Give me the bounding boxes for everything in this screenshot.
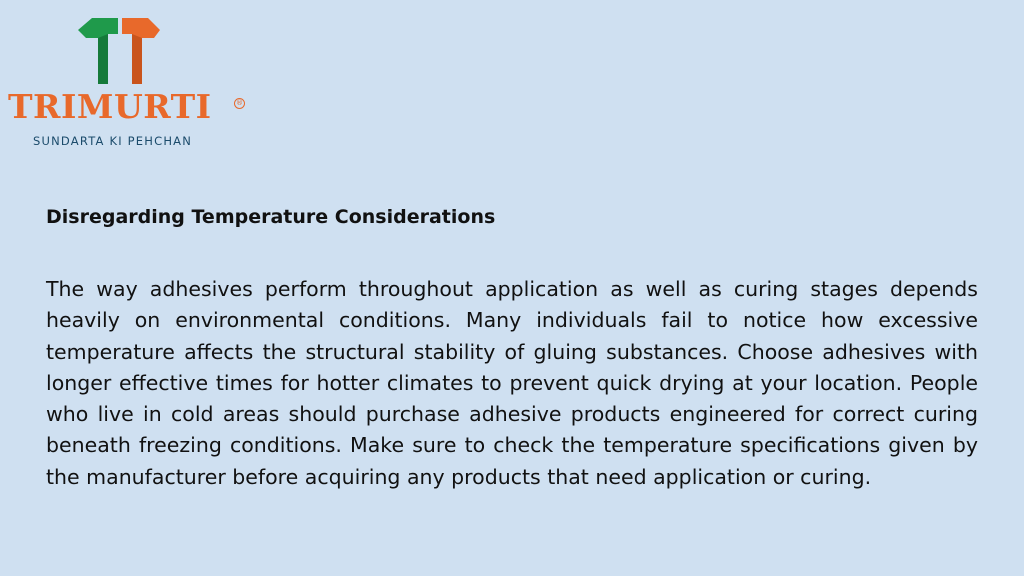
trimurti-logo-mark-icon [78, 16, 162, 86]
section-heading: Disregarding Temperature Considerations [46, 206, 496, 228]
content-section [46, 204, 978, 493]
logo-brand-name: TRIMURTI [8, 87, 212, 126]
company-logo [6, 14, 246, 154]
section-body-paragraph: The way adhesives perform throughout application as well as curing stages depends heavily on environmental conditions. Many individuals fail to notice how excessive temperature affects the structural stability of gluing substances. Choose adhesives with longer effective times for hotter climates to prevent quick drying at your location. People who live in cold areas should purchase adhesive products engineered for correct curing beneath freezing conditions. Make sure to check the temperature specifications given by the manufacturer before acquiring any products that need application or curing. [46, 277, 978, 489]
logo-tagline: SUNDARTA KI PEHCHAN [33, 134, 193, 148]
registered-trademark-icon: ® [236, 99, 243, 107]
